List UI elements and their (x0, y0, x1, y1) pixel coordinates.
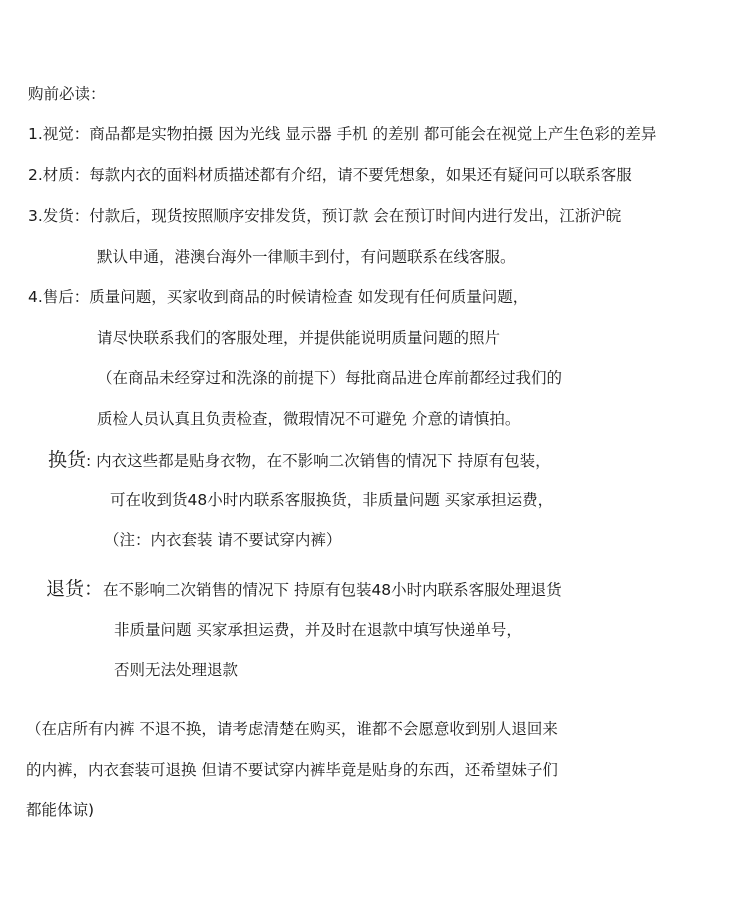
refund-line3: 否则无法处理退款 (114, 661, 239, 679)
notice-item-shipping-line2: 默认申通，港澳台海外一律顺丰到付，有问题联系在线客服。 (97, 248, 516, 266)
refund-label: 退货： (46, 578, 104, 600)
notice-item-visual: 1.视觉：商品都是实物拍摄 因为光线 显示器 手机 的差别 都可能会在视觉上产生色彩的差异 (28, 125, 657, 143)
notice-item-aftersale-line3: （在商品未经穿过和洗涤的前提下）每批商品进仓库前都经过我们的 (97, 369, 563, 387)
exchange-text-line1: : 内衣这些都是贴身衣物，在不影响二次销售的情况下 持原有包装， (86, 452, 551, 470)
footer-line3: 都能体谅) (26, 801, 95, 819)
refund-text-line1: 在不影响二次销售的情况下 持原有包装48小时内联系客服处理退货 (103, 581, 562, 599)
refund-line1 (46, 577, 562, 601)
footer-line2: 的内裤，内衣套装可退换 但请不要试穿内裤毕竟是贴身的东西，还希望妹子们 (26, 761, 558, 779)
notice-item-aftersale-line4: 质检人员认真且负责检查，微瑕情况不可避免 介意的请慎拍。 (97, 410, 521, 428)
exchange-line2: 可在收到货48小时内联系客服换货，非质量问题 买家承担运费， (110, 491, 554, 509)
notice-heading: 购前必读： (28, 85, 106, 103)
notice-item-material: 2.材质：每款内衣的面料材质描述都有介绍，请不要凭想象，如果还有疑问可以联系客服 (28, 166, 632, 184)
exchange-line3: （注：内衣套装 请不要试穿内裤） (104, 531, 342, 549)
footer-line1: （在店所有内裤 不退不换，请考虑清楚在购买，谁都不会愿意收到别人退回来 (26, 720, 558, 738)
notice-item-shipping-line1: 3.发货：付款后，现货按照顺序安排发货，预订款 会在预订时间内进行发出，江浙沪皖 (28, 207, 622, 225)
refund-line2: 非质量问题 买家承担运费，并及时在退款中填写快递单号， (114, 621, 522, 639)
exchange-line1 (48, 448, 551, 472)
exchange-label: 换货 (48, 449, 87, 471)
notice-item-aftersale-line1: 4.售后：质量问题，买家收到商品的时候请检查 如发现有任何质量问题， (28, 288, 529, 306)
notice-item-aftersale-line2: 请尽快联系我们的客服处理，并提供能说明质量问题的照片 (97, 329, 501, 347)
